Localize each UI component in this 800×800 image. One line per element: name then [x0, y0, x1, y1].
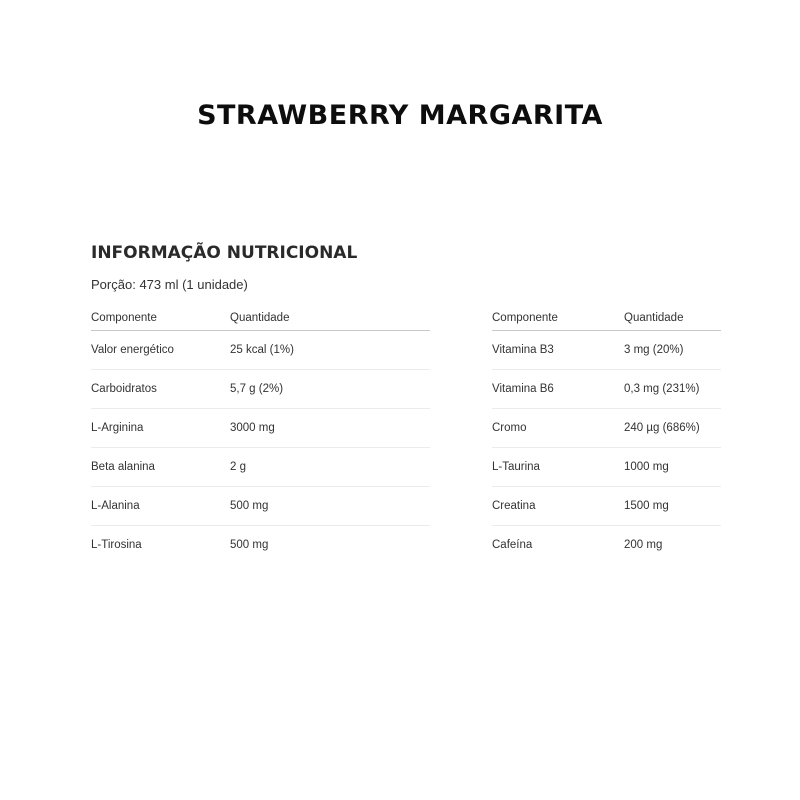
amount-cell: 5,7 g (2%)	[230, 370, 430, 409]
component-cell: Creatina	[492, 487, 624, 526]
nutrition-table-left	[91, 306, 430, 564]
amount-cell: 500 mg	[230, 487, 430, 526]
column-header-component: Componente	[91, 306, 230, 331]
column-header-amount: Quantidade	[230, 306, 430, 331]
component-cell: Cromo	[492, 409, 624, 448]
amount-cell: 1000 mg	[624, 448, 721, 487]
portion-value: 473 ml (1 unidade)	[139, 277, 248, 292]
amount-cell: 3 mg (20%)	[624, 331, 721, 370]
table-row	[91, 448, 430, 487]
column-header-component: Componente	[492, 306, 624, 331]
table-row	[91, 487, 430, 526]
component-cell: L-Alanina	[91, 487, 230, 526]
amount-cell: 0,3 mg (231%)	[624, 370, 721, 409]
nutrition-heading: INFORMAÇÃO NUTRICIONAL	[91, 243, 358, 263]
table-header-row	[492, 306, 721, 331]
table-header-row	[91, 306, 430, 331]
component-cell: Vitamina B3	[492, 331, 624, 370]
component-cell: Carboidratos	[91, 370, 230, 409]
table-row	[91, 409, 430, 448]
amount-cell: 200 mg	[624, 539, 663, 551]
component-cell: L-Tirosina	[91, 539, 142, 551]
product-title: STRAWBERRY MARGARITA	[197, 100, 603, 131]
component-cell: Beta alanina	[91, 448, 230, 487]
amount-cell: 2 g	[230, 448, 430, 487]
amount-cell: 25 kcal (1%)	[230, 331, 430, 370]
component-cell: Valor energético	[91, 331, 230, 370]
table-row	[492, 370, 721, 409]
column-header-amount: Quantidade	[624, 306, 721, 331]
table-row	[91, 331, 430, 370]
table-row	[492, 331, 721, 370]
portion-line	[91, 277, 721, 292]
component-cell: L-Arginina	[91, 409, 230, 448]
amount-cell: 3000 mg	[230, 409, 430, 448]
table-row	[492, 409, 721, 448]
amount-cell: 500 mg	[230, 539, 269, 551]
component-cell: Cafeína	[492, 539, 533, 551]
component-cell: Vitamina B6	[492, 370, 624, 409]
component-cell: L-Taurina	[492, 448, 624, 487]
table-row	[492, 526, 721, 565]
amount-cell: 1500 mg	[624, 487, 721, 526]
table-row	[91, 526, 430, 565]
amount-cell: 240 µg (686%)	[624, 409, 721, 448]
portion-label: Porção:	[91, 277, 136, 292]
table-row	[492, 448, 721, 487]
nutrition-table-right	[492, 306, 721, 564]
nutrition-panel	[91, 243, 721, 564]
nutrition-tables	[91, 306, 721, 564]
table-row	[91, 370, 430, 409]
table-row	[492, 487, 721, 526]
